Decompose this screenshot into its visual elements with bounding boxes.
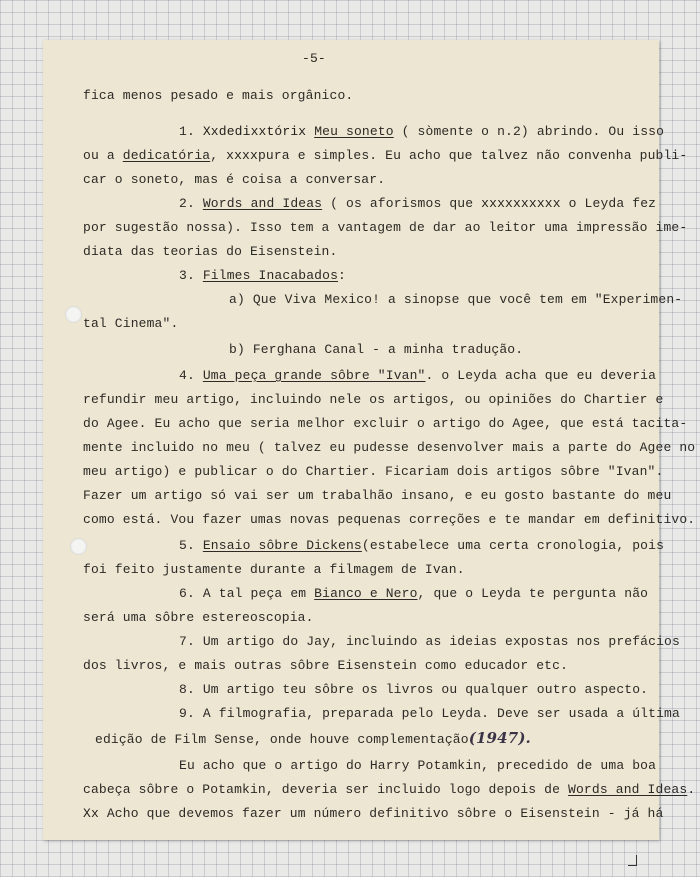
text-line [229,342,523,358]
text-run: b) Ferghana Canal - a minha tradução. [229,342,524,357]
page-number: -5- [302,51,326,66]
text-run: 2. [179,196,203,211]
punch-hole [65,306,82,323]
text-run: fica menos pesado e mais orgânico. [83,88,354,103]
underlined-text: Meu soneto [314,124,394,139]
underlined-text: Bianco e Nero [314,586,418,601]
text-line [95,730,531,748]
text-line [229,292,682,308]
text-line [179,634,680,650]
text-run: tal Cinema". [83,316,179,331]
text-line [83,610,314,626]
text-line [179,682,648,698]
text-line [83,782,695,798]
text-run: Eu acho que o artigo do Harry Potamkin, precedido de uma boa [179,758,657,773]
text-line [83,88,353,104]
text-run: será uma sôbre estereoscopia. [83,610,314,625]
text-line [179,758,656,774]
text-run: ou a [83,148,123,163]
text-line [83,488,671,504]
underlined-text: Words and Ideas [568,782,688,797]
text-run: (estabelece uma certa cronologia, pois [361,538,665,553]
text-run: cabeça sôbre o Potamkin, deveria ser incluido logo depois de [83,782,569,797]
text-run: pura e simples. Eu acho que talvez não convenha publi- [257,148,688,163]
text-run: . [687,782,696,797]
struck-text: Xxdedixxtórix [202,124,307,139]
underlined-text: Ensaio sôbre Dickens [202,538,362,553]
text-run: do Agee. Eu acho que seria melhor excluir o artigo do Agee, que está tacita- [83,416,688,431]
text-line [83,148,687,164]
text-line [83,244,337,260]
text-line [179,586,648,602]
corner-mark [628,855,637,866]
struck-text: xxxx [226,148,258,163]
text-run: 5. [179,538,203,553]
text-line [83,220,687,236]
text-run: , [210,148,227,163]
text-line [179,706,680,722]
text-run: 8. Um artigo teu sôbre os livros ou qualquer outro aspecto. [179,682,649,697]
text-run: edição de Film Sense, onde houve complementação [95,732,469,747]
text-line [83,316,178,332]
text-run: mente incluido no meu ( talvez eu pudesse desenvolver mais a parte do Agee no [83,440,696,455]
text-run: Acho que devemos fazer um número definitivo sôbre o Eisenstein - já há [98,806,664,821]
text-run: 9. A filmografia, preparada pelo Leyda. Deve ser usada a última [179,706,680,721]
text-run [306,124,314,139]
underlined-text: Filmes Inacabados [202,268,339,283]
text-line [179,268,346,284]
text-line [83,658,568,674]
text-run: car o soneto, mas é coisa a conversar. [83,172,386,187]
text-run: ( sòmente o n.2) abrindo. Ou isso [393,124,665,139]
text-run: meu artigo) e publicar o do Chartier. Ficariam dois artigos sôbre "Ivan". [83,464,664,479]
text-run: por sugestão nossa). Isso tem a vantagem de dar ao leitor uma impressão ime- [83,220,688,235]
text-line [83,392,663,408]
underlined-text: dedicatória [122,148,211,163]
underlined-text: Uma peça grande sôbre "Ivan" [202,368,426,383]
text-line [179,124,664,140]
text-run: 7. Um artigo do Jay, incluindo as ideias expostas nos prefácios [179,634,680,649]
text-run: : [338,268,346,283]
text-run: , que o Leyda te pergunta não [417,586,649,601]
text-run: Fazer um artigo só vai ser um trabalhão insano, e eu gosto bastante do meu [83,488,672,503]
text-run: 1. [179,124,203,139]
text-run: . o Leyda acha que eu deveria [425,368,657,383]
text-run: 6. A tal peça em [179,586,315,601]
punch-hole [70,538,87,555]
underlined-text: Words and Ideas [202,196,323,211]
text-line [179,368,656,384]
text-line [83,172,385,188]
text-run: ( os aforismos que [322,196,482,211]
struck-text: Xx [83,806,99,821]
text-run: diata das teorias do Eisenstein. [83,244,338,259]
struck-text: xxxxxxxxxx [481,196,561,211]
text-line [179,196,656,212]
text-run: foi feito justamente durante a filmagem de Ivan. [83,562,465,577]
text-run: 4. [179,368,203,383]
text-run: 3. [179,268,203,283]
text-line [83,806,663,822]
typed-page [43,40,696,840]
text-line [83,512,695,528]
text-run: a) Que Viva Mexico! a sinopse que você tem em "Experimen- [229,292,683,307]
text-line [83,464,663,480]
text-line [179,538,664,554]
text-run: o Leyda fez [560,196,657,211]
text-line [83,416,687,432]
handwritten-note: (1947). [468,729,531,747]
text-run: refundir meu artigo, incluindo nele os artigos, ou opiniões do Chartier e [83,392,664,407]
text-run: dos livros, e mais outras sôbre Eisenstein como educador etc. [83,658,569,673]
text-line [83,440,695,456]
text-run: como está. Vou fazer umas novas pequenas correções e te mandar em definitivo. [83,512,696,527]
text-line [83,562,465,578]
